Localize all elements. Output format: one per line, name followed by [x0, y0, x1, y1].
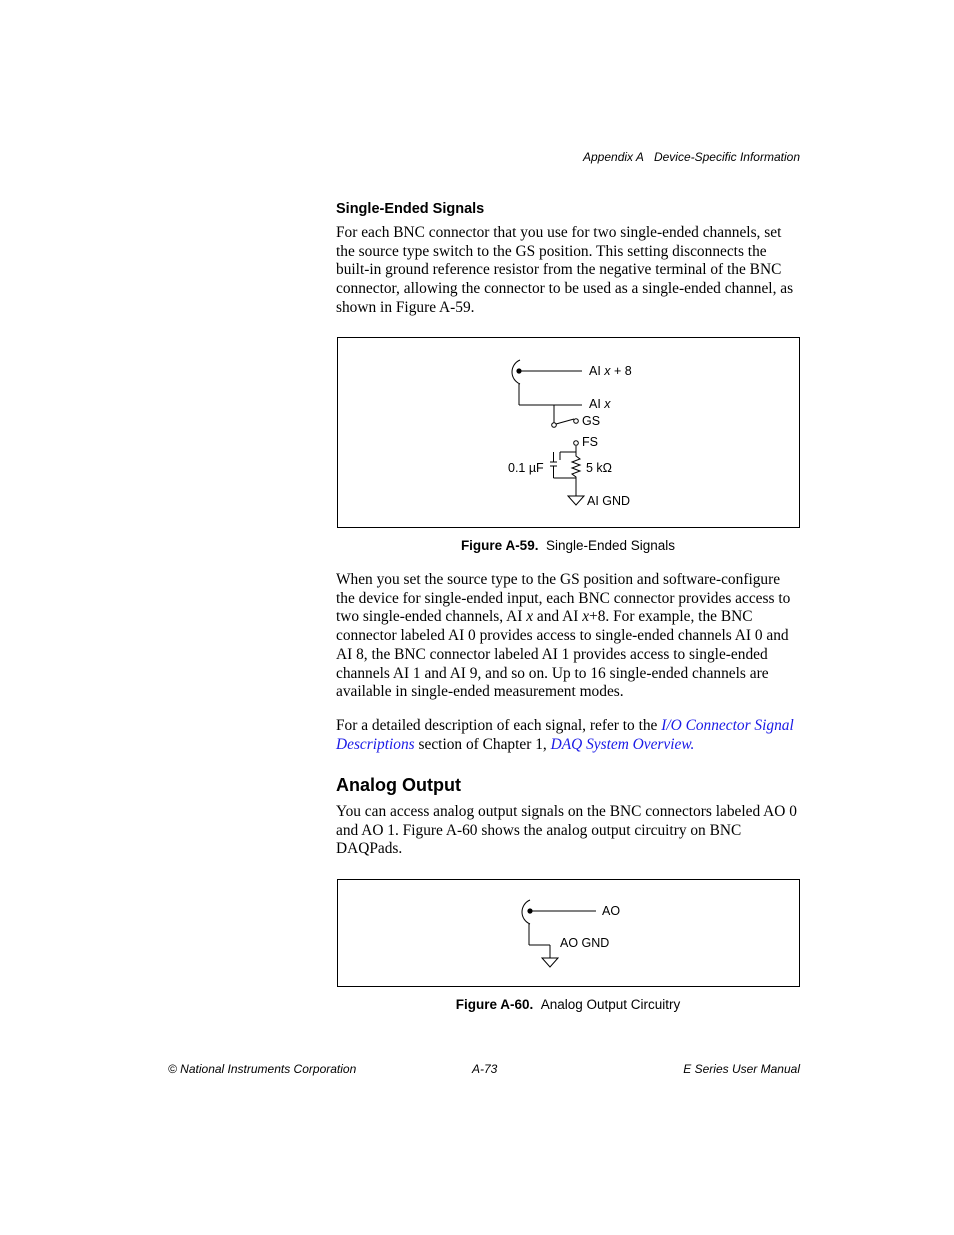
figure-caption-a59 — [336, 538, 800, 553]
section-heading-single-ended: Single-Ended Signals — [336, 201, 485, 217]
footer-page-number: A-73 — [472, 1062, 498, 1076]
analog-output-heading-block — [336, 775, 800, 796]
paragraph: For each BNC connector that you use for two single-ended channels, set the source type switch to the GS position. This setting disconnects the built-in ground reference resistor from the negative terminal of the BNC connector, allowing the connector to be used as a single-ended channel, as shown in Figure A-59. — [336, 224, 794, 316]
header-title: Device-Specific Information — [653, 150, 800, 164]
ground-symbol — [568, 496, 584, 505]
bnc-center-pin — [527, 908, 532, 913]
single-ended-para2-block — [336, 571, 800, 702]
paragraph: You can access analog output signals on the BNC connectors labeled AO 0 and AO 1. Figure A-60 shows the analog output circuitry on BNC DAQPads. — [336, 803, 797, 858]
resistor — [572, 452, 580, 478]
paragraph: When you set the source type to the GS position and software-configure the device for single-ended input, each BNC connector provides access to two single-ended channels, AI x and AI x+8. For example, the BNC connector labeled AI 0 provides access to single-ended channels AI 0 and AI 8, the BNC connector labeled AI 1 provides access to single-ended channels AI 1 and AI 9, and so on. Up to 16 single-ended channels are available in single-ended measurement modes. — [336, 571, 791, 701]
single-ended-circuit-diagram — [338, 338, 799, 527]
header-section: Appendix A — [583, 150, 644, 164]
switch-pivot — [552, 423, 557, 428]
source-type-switch — [556, 419, 574, 424]
label-gs: GS — [582, 414, 601, 428]
label-resistor: 5 kΩ — [586, 461, 613, 475]
single-ended-para1-block — [336, 224, 800, 318]
label-ai-x-plus-8: AI x + 8 — [589, 364, 632, 378]
footer-manual-title: E Series User Manual — [683, 1062, 800, 1076]
analog-output-para-block — [336, 803, 800, 859]
figure-a60 — [337, 879, 800, 987]
label-ai-gnd: AI GND — [587, 494, 631, 508]
label-ai-x: AI x — [589, 397, 611, 411]
label-ao-gnd: AO GND — [560, 936, 610, 950]
bnc-center-pin — [516, 368, 521, 373]
section-heading-analog-output: Analog Output — [336, 775, 461, 795]
figure-a59 — [337, 337, 800, 528]
caption-number: Figure A-60. — [455, 997, 534, 1012]
caption-text: Single-Ended Signals — [545, 538, 676, 553]
label-capacitor: 0.1 µF — [508, 461, 544, 475]
link-io-connector-signal-descriptions[interactable]: I/O Connector Signal Descriptions — [336, 717, 794, 753]
gs-contact — [574, 419, 579, 424]
paragraph: For a detailed description of each signal, refer to the I/O Connector Signal Descriptions section of Chapter 1, DAQ System Overview. — [336, 717, 794, 753]
label-fs: FS — [582, 435, 598, 449]
single-ended-para3-block — [336, 717, 800, 754]
caption-text: Analog Output Circuitry — [540, 997, 681, 1012]
figure-caption-a60 — [336, 997, 800, 1012]
link-daq-system-overview[interactable]: DAQ System Overview — [550, 735, 691, 753]
single-ended-heading-block — [336, 201, 800, 217]
analog-output-circuit-diagram — [338, 880, 799, 986]
fs-contact — [574, 441, 579, 446]
ground-symbol — [542, 958, 558, 967]
caption-number: Figure A-59. — [460, 538, 539, 553]
footer-copyright: © National Instruments Corporation — [168, 1062, 357, 1076]
label-ao: AO — [602, 904, 621, 918]
